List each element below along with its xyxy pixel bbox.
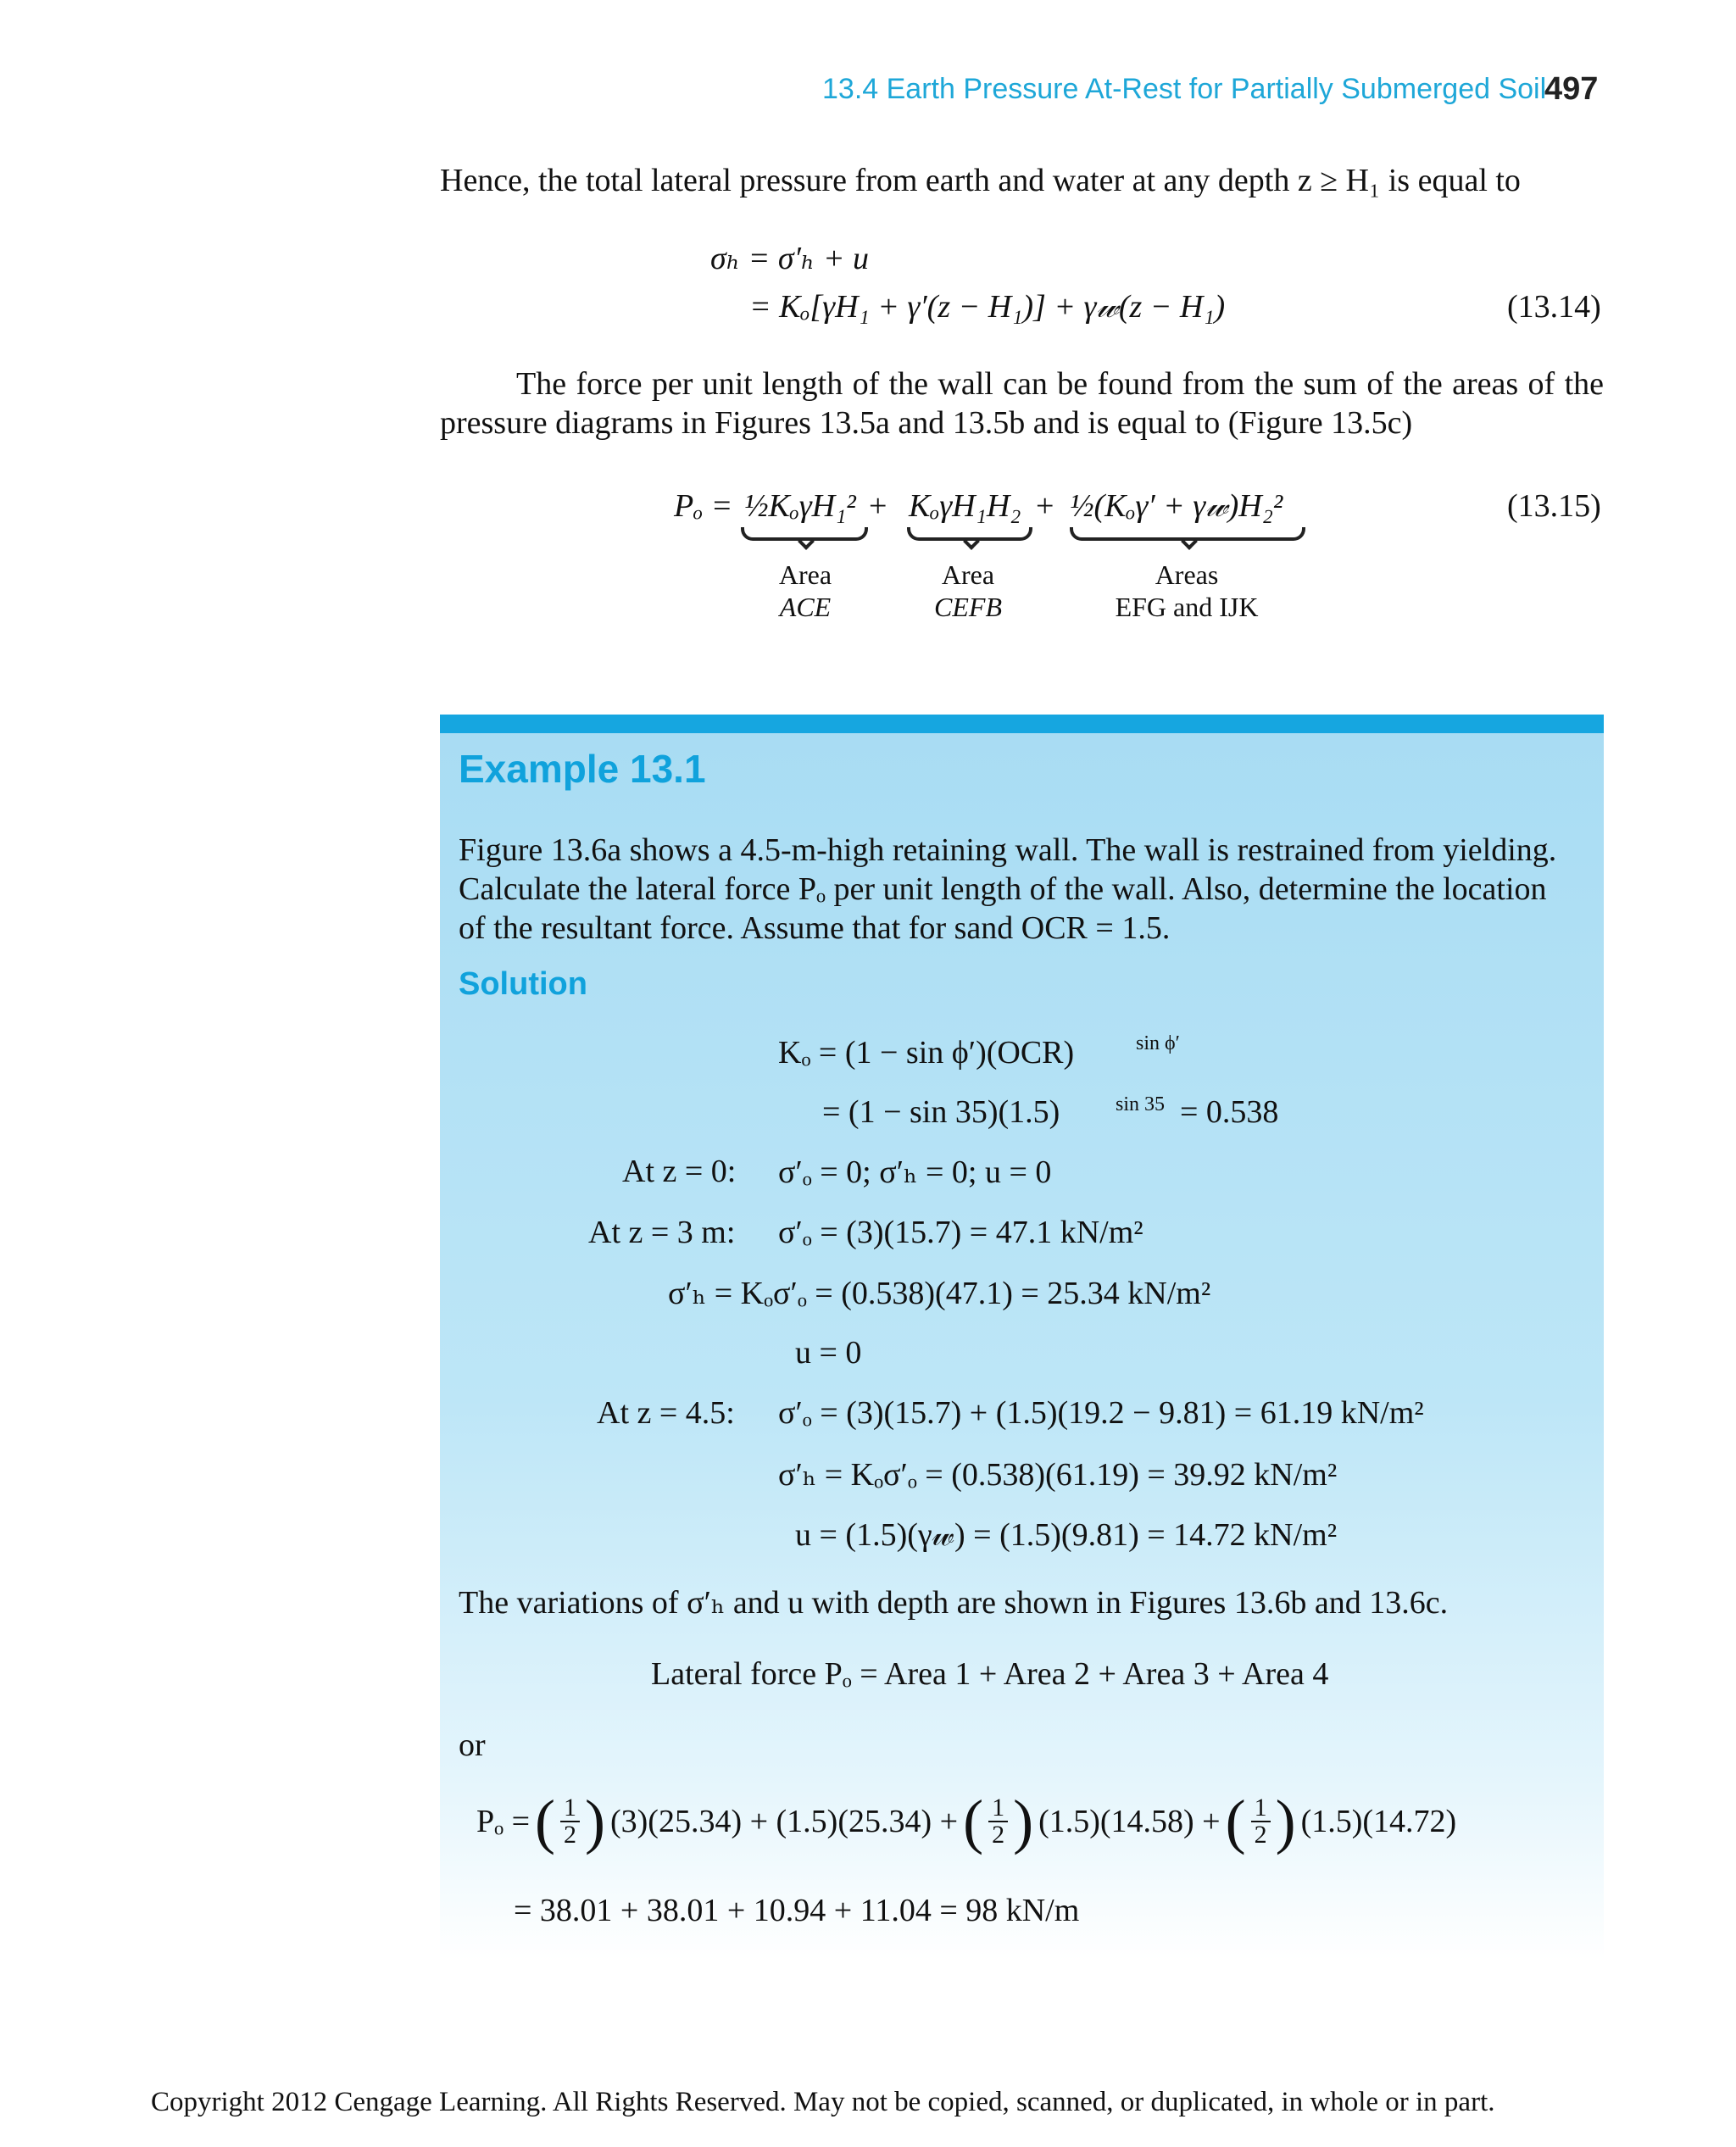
label-area-cefb-bottom: CEFB — [934, 592, 1002, 622]
paren-open-2: ( — [963, 1788, 984, 1855]
eq-13-15-term3: ½(Kₒγ′ + γ𝓌)H₂² — [1070, 488, 1283, 524]
z0-label: At z = 0: — [622, 1154, 737, 1189]
fraction-half-1 — [560, 1795, 580, 1848]
ko-line2-result: = 0.538 — [1180, 1094, 1279, 1130]
eq-13-15-term2: KₒγH₁H₂ — [909, 488, 1021, 524]
solution-heading: Solution — [459, 966, 587, 1002]
z3-equation-2: σ′ₕ = Kₒσ′ₒ = (0.538)(47.1) = 25.34 kN/m² — [668, 1276, 1211, 1311]
eq-13-14-line2: = Kₒ[γH₁ + γ′(z − H₁)] + γ𝓌(z − H₁) — [749, 289, 1226, 325]
eq-13-15-term1: ½KₒγH₁² — [744, 488, 856, 524]
eq-13-15-plus1: + — [869, 488, 887, 524]
fraction-numerator: 1 — [1251, 1795, 1271, 1822]
example-title: Example 13.1 — [459, 747, 706, 791]
fraction-half-3 — [1251, 1795, 1271, 1848]
force-paragraph: The force per unit length of the wall can be found from the sum of the areas of the pressure diagrams in Figures 13.5a and 13.5b and is equal to (Figure 13.5c) — [440, 366, 1604, 441]
brace-area-cefb — [907, 527, 1032, 541]
paren-close-2: ) — [1013, 1788, 1034, 1855]
z3-equation-3: u = 0 — [795, 1335, 862, 1371]
po-lhs: Pₒ = — [476, 1804, 531, 1839]
z0-equation: σ′ₒ = 0; σ′ₕ = 0; u = 0 — [778, 1154, 1052, 1190]
ko-line1-exponent: sin ϕ′ — [1136, 1032, 1180, 1054]
label-areas-top: Areas — [1155, 559, 1219, 590]
z45-equation-3: u = (1.5)(γ𝓌) = (1.5)(9.81) = 14.72 kN/m² — [795, 1517, 1338, 1553]
example-problem: Figure 13.6a shows a 4.5-m-high retaining wall. The wall is restrained from yielding. Calculate the lateral force Pₒ per unit length of the wall. Also, determine the location of the resultant force. Assume that for sand OCR = 1.5. — [459, 832, 1557, 946]
po-term-2: (1.5)(14.58) + — [1038, 1804, 1221, 1839]
z3-label: At z = 3 m: — [588, 1215, 736, 1250]
label-area-cefb-top: Area — [941, 559, 995, 590]
running-header: 13.4 Earth Pressure At-Rest for Partially Submerged Soil — [822, 73, 1547, 105]
eq-13-15-lhs: Pₒ = — [674, 488, 733, 524]
fraction-denominator: 2 — [564, 1821, 576, 1849]
brace-areas-efg-ijk — [1070, 527, 1305, 541]
label-area-ace-bottom: ACE — [779, 592, 832, 622]
ko-line2: = (1 − sin 35)(1.5) — [822, 1094, 1060, 1130]
eq-13-15-number: (13.15) — [1507, 488, 1601, 524]
or-text: or — [459, 1727, 486, 1763]
z45-equation-2: σ′ₕ = Kₒσ′ₒ = (0.538)(61.19) = 39.92 kN/m² — [778, 1457, 1338, 1493]
po-result: = 38.01 + 38.01 + 10.94 + 11.04 = 98 kN/m — [514, 1893, 1080, 1928]
fraction-numerator: 1 — [988, 1795, 1008, 1822]
eq-13-14-line1: σₕ = σ′ₕ + u — [710, 241, 869, 276]
fraction-numerator: 1 — [560, 1795, 580, 1822]
variations-text: The variations of σ′ₕ and u with depth are shown in Figures 13.6b and 13.6c. — [459, 1585, 1449, 1621]
label-area-ace-top: Area — [778, 559, 832, 590]
po-term-1: (3)(25.34) + (1.5)(25.34) + — [609, 1804, 959, 1839]
po-expansion — [476, 1788, 1457, 1855]
intro-text: Hence, the total lateral pressure from earth and water at any depth z ≥ H₁ is equal to — [440, 163, 1521, 198]
ko-line2-exponent: sin 35 — [1116, 1093, 1166, 1115]
lateral-force-equation: Lateral force Pₒ = Area 1 + Area 2 + Area 3 + Area 4 — [651, 1656, 1329, 1692]
z45-label: At z = 4.5: — [597, 1395, 735, 1431]
z45-equation-1: σ′ₒ = (3)(15.7) + (1.5)(19.2 − 9.81) = 61.19 kN/m² — [778, 1395, 1424, 1431]
ko-line1: Kₒ = (1 − sin ϕ′)(OCR) — [778, 1035, 1075, 1071]
page-number: 497 — [1544, 71, 1599, 107]
fraction-half-2 — [988, 1795, 1008, 1848]
eq-13-15-plus2: + — [1036, 488, 1054, 524]
eq-13-14-number: (13.14) — [1507, 289, 1601, 325]
label-areas-bottom: EFG and IJK — [1115, 592, 1259, 622]
paren-open-3: ( — [1225, 1788, 1246, 1855]
fraction-denominator: 2 — [992, 1821, 1005, 1849]
z3-equation-1: σ′ₒ = (3)(15.7) = 47.1 kN/m² — [778, 1215, 1143, 1250]
paren-close-1: ) — [585, 1788, 605, 1855]
copyright-footer: Copyright 2012 Cengage Learning. All Rights Reserved. May not be copied, scanned, or duplicated, in whole or in part. — [151, 2087, 1495, 2117]
paren-close-3: ) — [1275, 1788, 1296, 1855]
fraction-denominator: 2 — [1254, 1821, 1267, 1849]
brace-area-ace — [741, 527, 868, 541]
paren-open-1: ( — [535, 1788, 555, 1855]
example-box-top-bar — [440, 715, 1604, 733]
po-term-3: (1.5)(14.72) — [1300, 1804, 1457, 1839]
